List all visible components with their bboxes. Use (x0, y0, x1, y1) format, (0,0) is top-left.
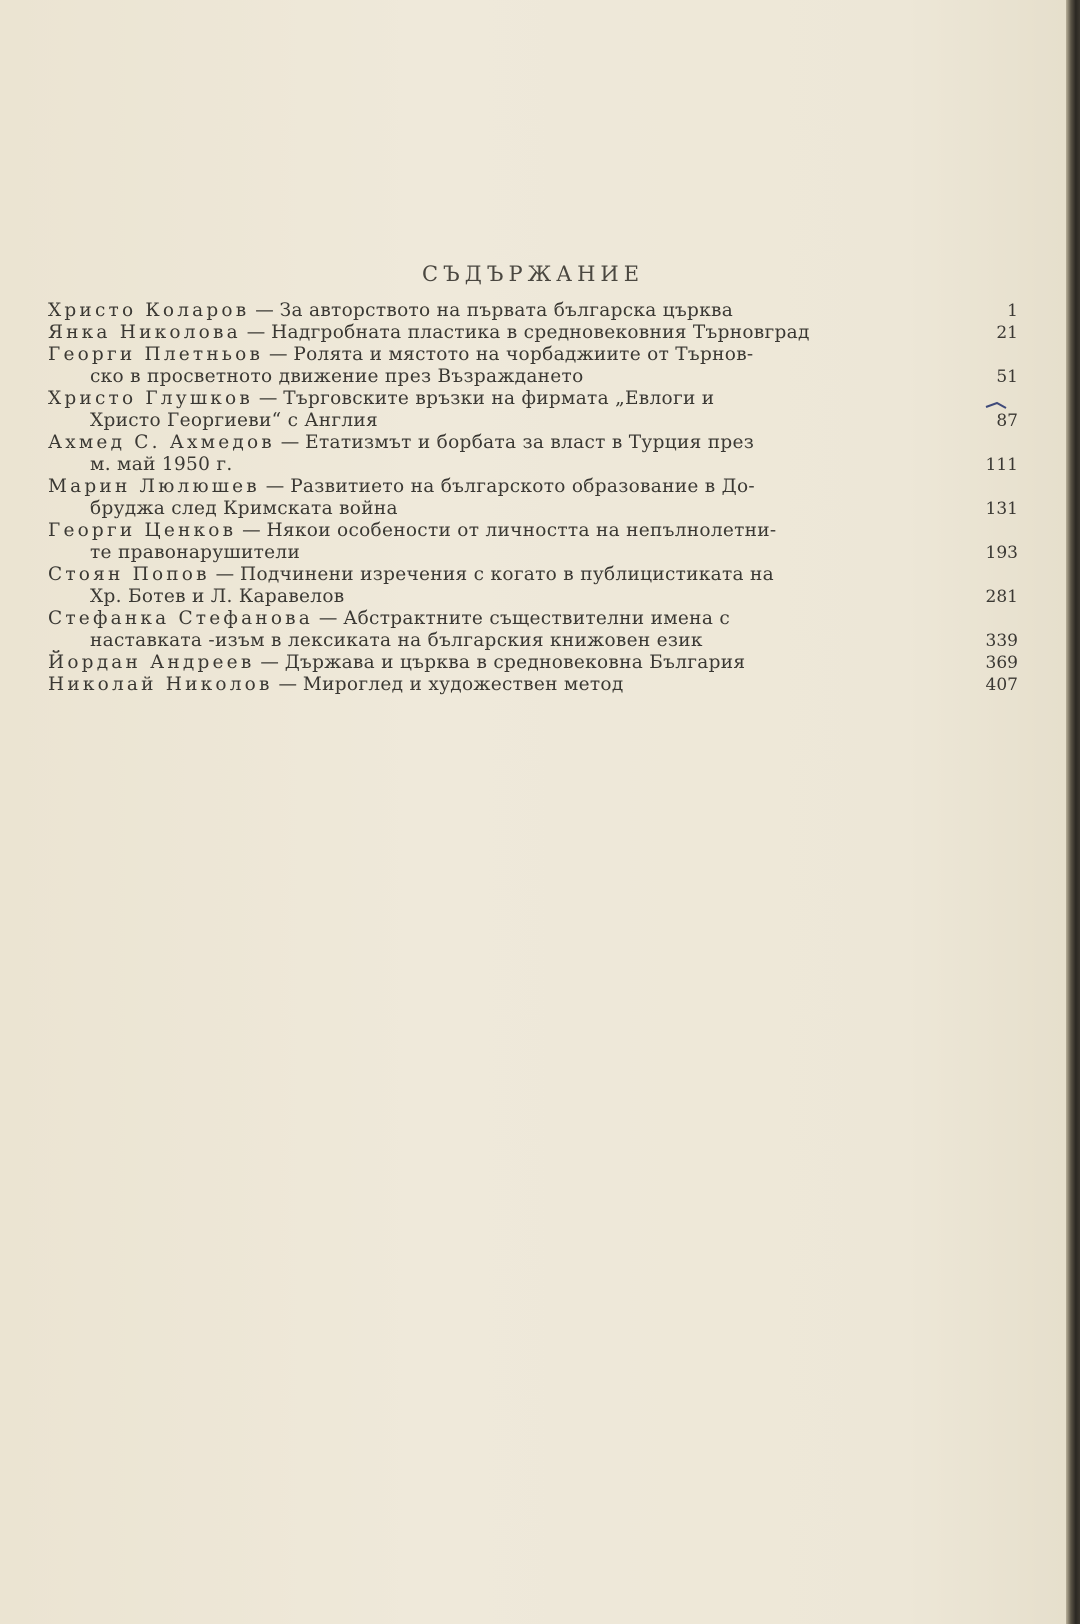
entry-title: Абстрактните съществителни имена с (343, 608, 730, 629)
entry-title: Надгробната пластика в средновековния Търновград (271, 322, 810, 343)
entry-page-number: 1 (1007, 301, 1018, 321)
separator: — (209, 564, 241, 585)
entry-page-number: 407 (985, 675, 1018, 695)
toc-entry (48, 432, 1008, 454)
entry-author: Янка Николова (48, 322, 241, 343)
entry-title-continuation: м. май 1950 г. (90, 454, 233, 475)
toc-entry (48, 344, 1008, 366)
entry-title: За авторството на първата българска църква (279, 300, 734, 321)
entry-title: Някои особености от личността на непълнолетни- (266, 520, 777, 541)
toc-entry-continuation (48, 586, 1018, 608)
separator: — (249, 300, 280, 321)
separator: — (252, 388, 284, 409)
entry-author: Ахмед С. Ахмедов (48, 432, 275, 453)
contents-heading: СЪДЪРЖАНИЕ (421, 262, 645, 286)
entry-author: Христо Коларов (48, 300, 250, 321)
table-of-contents (48, 300, 1018, 696)
entry-title-continuation: бруджа след Кримската война (90, 498, 398, 519)
entry-title: Етатизмът и борбата за власт в Турция през (305, 432, 755, 453)
entry-author: Марин Люлюшев (48, 476, 260, 497)
entry-title-continuation: наставката -изъм в лексиката на българския книжовен език (90, 630, 703, 651)
entry-title-continuation: ско в просветното движение през Възраждането (90, 366, 584, 387)
separator: — (236, 520, 267, 541)
toc-entry (48, 476, 1008, 498)
separator: — (272, 674, 303, 695)
toc-entry (48, 652, 1018, 674)
toc-entry (48, 322, 1018, 344)
entry-page-number: 193 (985, 543, 1018, 563)
entry-title: Ролята и мястото на чорбаджиите от Търнов- (293, 344, 754, 365)
entry-title: Подчинени изречения с когато в публицистиката на (240, 564, 774, 585)
toc-entry (48, 520, 1008, 542)
entry-author: Николай Николов (48, 674, 273, 695)
entry-page-number: 369 (985, 653, 1018, 673)
toc-entry-continuation (48, 630, 1018, 652)
separator: — (263, 344, 294, 365)
toc-entry-continuation (48, 366, 1018, 388)
separator: — (313, 608, 344, 629)
entry-page-number: 87 (996, 411, 1018, 431)
separator: — (240, 322, 272, 343)
separator: — (254, 652, 285, 673)
entry-author: Йордан Андреев (48, 652, 255, 673)
separator: — (259, 476, 291, 497)
entry-page-number: 51 (996, 367, 1018, 387)
entry-page-number: 281 (985, 587, 1018, 607)
entry-page-number: 131 (985, 499, 1018, 519)
entry-title: Търговските връзки на фирмата „Евлоги и (283, 388, 715, 409)
entry-author: Стефанка Стефанова (48, 608, 314, 629)
toc-entry (48, 674, 1018, 696)
entry-author: Христо Глушков (48, 388, 253, 409)
toc-entry (48, 388, 1008, 410)
toc-entry-continuation (48, 410, 1018, 432)
toc-entry (48, 608, 1008, 630)
entry-title-continuation: Христо Георгиеви“ с Англия (90, 410, 379, 431)
entry-title-continuation: Хр. Ботев и Л. Каравелов (90, 586, 345, 607)
entry-title: Развитието на българското образование в До- (290, 476, 755, 497)
page-binding-edge (1066, 0, 1080, 1624)
toc-entry (48, 300, 1018, 322)
pencil-mark-icon (985, 400, 1007, 410)
entry-author: Георги Плетньов (48, 344, 264, 365)
entry-author: Стоян Попов (48, 564, 210, 585)
entry-page-number: 339 (985, 631, 1018, 651)
toc-entry-continuation (48, 454, 1018, 476)
entry-page-number: 21 (996, 323, 1018, 343)
entry-title-continuation: те правонарушители (90, 542, 301, 563)
entry-author: Георги Ценков (48, 520, 237, 541)
separator: — (274, 432, 306, 453)
toc-entry-continuation (48, 542, 1018, 564)
entry-page-number: 111 (985, 455, 1018, 475)
toc-entry-continuation (48, 498, 1018, 520)
entry-title: Държава и църква в средновековна България (284, 652, 746, 673)
entry-title: Мироглед и художествен метод (302, 674, 624, 695)
toc-entry (48, 564, 1008, 586)
